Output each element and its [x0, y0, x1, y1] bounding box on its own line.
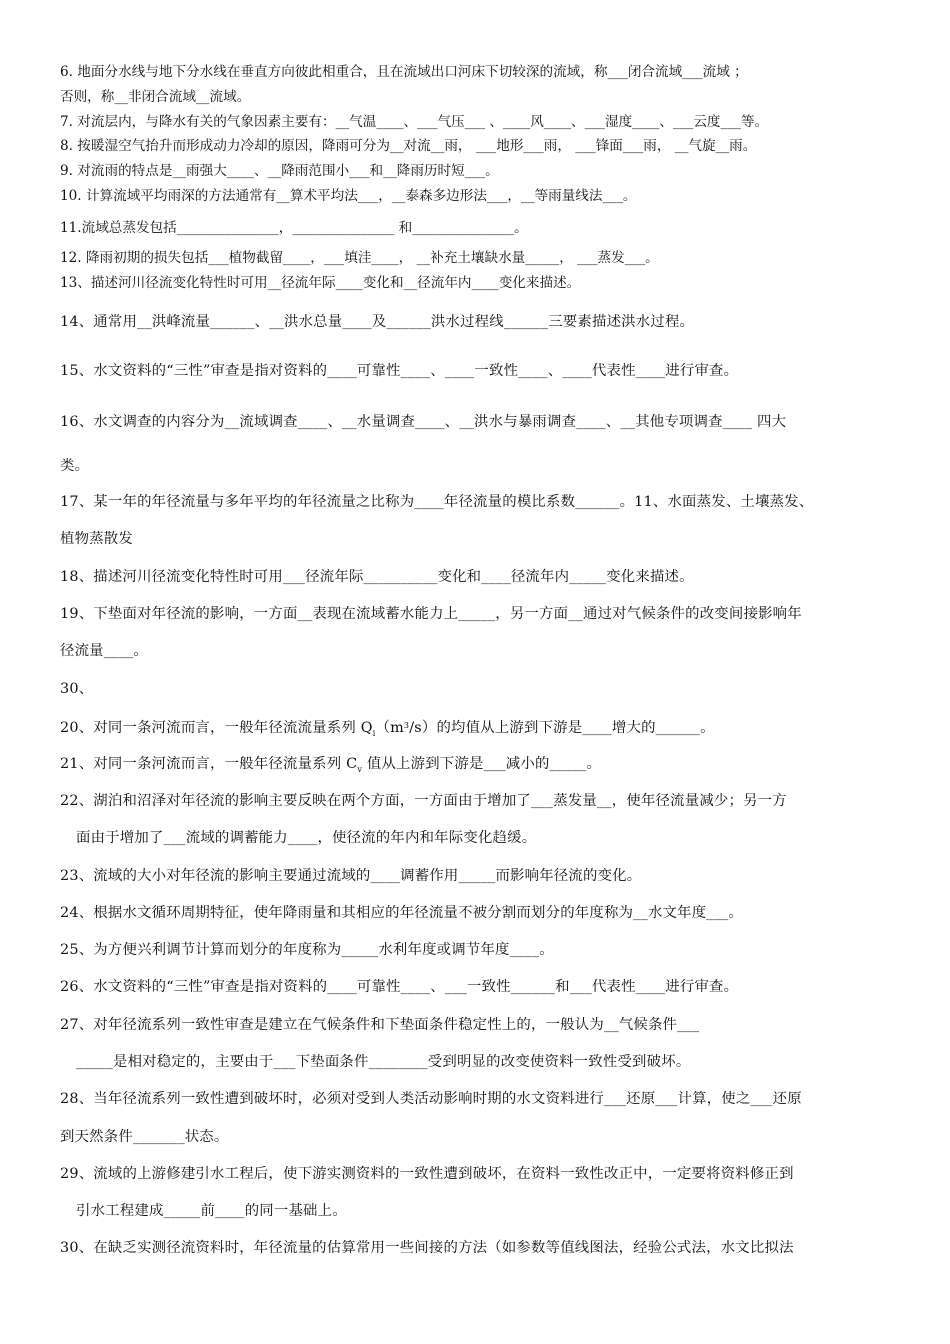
question-10: 10. 计算流域平均雨深的方法通常有__算术平均法___，__泰森多边形法___，__等雨量线法___。: [60, 188, 637, 204]
question-21-subscript: v: [357, 765, 363, 774]
question-7: 7. 对流层内，与降水有关的气象因素主要有：__气温____、___气压___ 、____风____、___湿度____、___云度___等。: [60, 114, 769, 130]
question-22-line-1: 22、湖泊和沼泽对年径流的影响主要反映在两个方面，一方面由于增加了___蒸发量__，使年径流量减少；另一方: [60, 793, 787, 809]
question-20: [60, 716, 895, 744]
question-22-line-2: 面由于增加了___流域的调蓄能力____，使径流的年内和年际变化趋缓。: [76, 830, 537, 846]
question-23: 23、流域的大小对年径流的影响主要通过流域的____调蓄作用_____而影响年径流的变化。: [60, 868, 642, 884]
question-28-line-1: 28、当年径流系列一致性遭到破坏时，必须对受到人类活动影响时期的水文资料进行___还原___计算，使之___还原: [60, 1091, 802, 1107]
question-17-line-2: 植物蒸散发: [60, 531, 133, 547]
question-27-line-1: 27、对年径流系列一致性审查是建立在气候条件和下垫面条件稳定性上的，一般认为__气候条件___: [60, 1017, 700, 1033]
question-25: 25、为方便兴利调节计算而划分的年度称为_____水利年度或调节年度____。: [60, 942, 554, 958]
question-14: 14、通常用__洪峰流量______、__洪水总量____及______洪水过程线______三要素描述洪水过程。: [60, 314, 695, 330]
question-20-superscript: 3: [403, 721, 410, 730]
question-15: 15、水文资料的“三性”审查是指对资料的____可靠性____、____一致性____、____代表性____进行审查。: [60, 363, 739, 379]
question-16-line-2: 类。: [60, 458, 90, 474]
question-19-line-2: 径流量____。: [60, 643, 148, 659]
question-11: 11.流域总蒸发包括_______________，_______________ 和_______________。: [60, 220, 528, 236]
question-30: 30、在缺乏实测径流资料时，年径流量的估算常用一些间接的方法（如参数等值线图法，经验公式法，水文比拟法: [60, 1240, 794, 1256]
question-27-line-2: _____是相对稳定的，主要由于___下垫面条件________受到明显的改变使资料一致性受到破坏。: [76, 1054, 691, 1070]
question-21: [60, 754, 895, 780]
question-19-line-1: 19、下垫面对年径流的影响，一方面__表现在流域蓄水能力上_____，另一方面__通过对气候条件的改变间接影响年: [60, 606, 802, 622]
question-29-line-1: 29、流域的上游修建引水工程后，使下游实测资料的一致性遭到破坏，在资料一致性改正中，一定要将资料修正到: [60, 1166, 794, 1182]
question-16-line-1: 16、水文调查的内容分为__流域调查____、__水量调查____、__洪水与暴雨调查____、__其他专项调查____ 四大: [60, 414, 787, 430]
question-13: 13、描述河川径流变化特性时可用__径流年际____变化和__径流年内____变化来描述。: [60, 275, 581, 291]
question-28-line-2: 到天然条件_______状态。: [60, 1129, 229, 1145]
question-20-text-a: 20、对同一条河流而言，一般年径流流量系列 Q: [60, 720, 373, 736]
question-21-text-a: 21、对同一条河流而言，一般年径流量系列 C: [60, 756, 358, 772]
question-24: 24、根据水文循环周期特征，使年降雨量和其相应的年径流量不被分割而划分的年度称为__水文年度___。: [60, 905, 744, 921]
question-6-line-1: 6. 地面分水线与地下分水线在垂直方向彼此相重合，且在流域出口河床下切较深的流域，称___闭合流域___流域 ；: [60, 64, 748, 80]
question-20-text-c: /s）的均值从上游到下游是____增大的______。: [409, 720, 715, 736]
question-9: 9. 对流雨的特点是__雨强大____、__降雨范围小___和__降雨历时短___。: [60, 163, 499, 179]
question-8: 8. 按暖湿空气抬升而形成动力冷却的原因，降雨可分为__对流__雨， ___地形___雨， ___锋面___雨， __气旋__雨。: [60, 138, 757, 154]
question-20-text-b: （m: [375, 720, 404, 736]
question-6-line-2: 否则，称__非闭合流域__流域。: [60, 89, 251, 105]
question-12: 12. 降雨初期的损失包括___植物截留____，___填洼____， __补充土壤缺水量_____， ___蒸发___。: [60, 250, 659, 266]
question-29-line-2: 引水工程建成_____前____的同一基础上。: [76, 1203, 347, 1219]
question-21-text-b: 值从上游到下游是___减小的_____。: [362, 756, 602, 772]
question-17-line-1: 17、某一年的年径流量与多年平均的年径流量之比称为____年径流量的模比系数______。11、水面蒸发、土壤蒸发、: [60, 494, 814, 510]
question-26: 26、水文资料的“三性”审查是指对资料的____可靠性____、___一致性______和___代表性____进行审查。: [60, 979, 739, 995]
question-18: 18、描述河川径流变化特性时可用___径流年际__________变化和____径流年内_____变化来描述。: [60, 569, 694, 585]
stray-number-30: 30、: [60, 681, 94, 697]
question-20-subscript: i: [372, 729, 376, 738]
